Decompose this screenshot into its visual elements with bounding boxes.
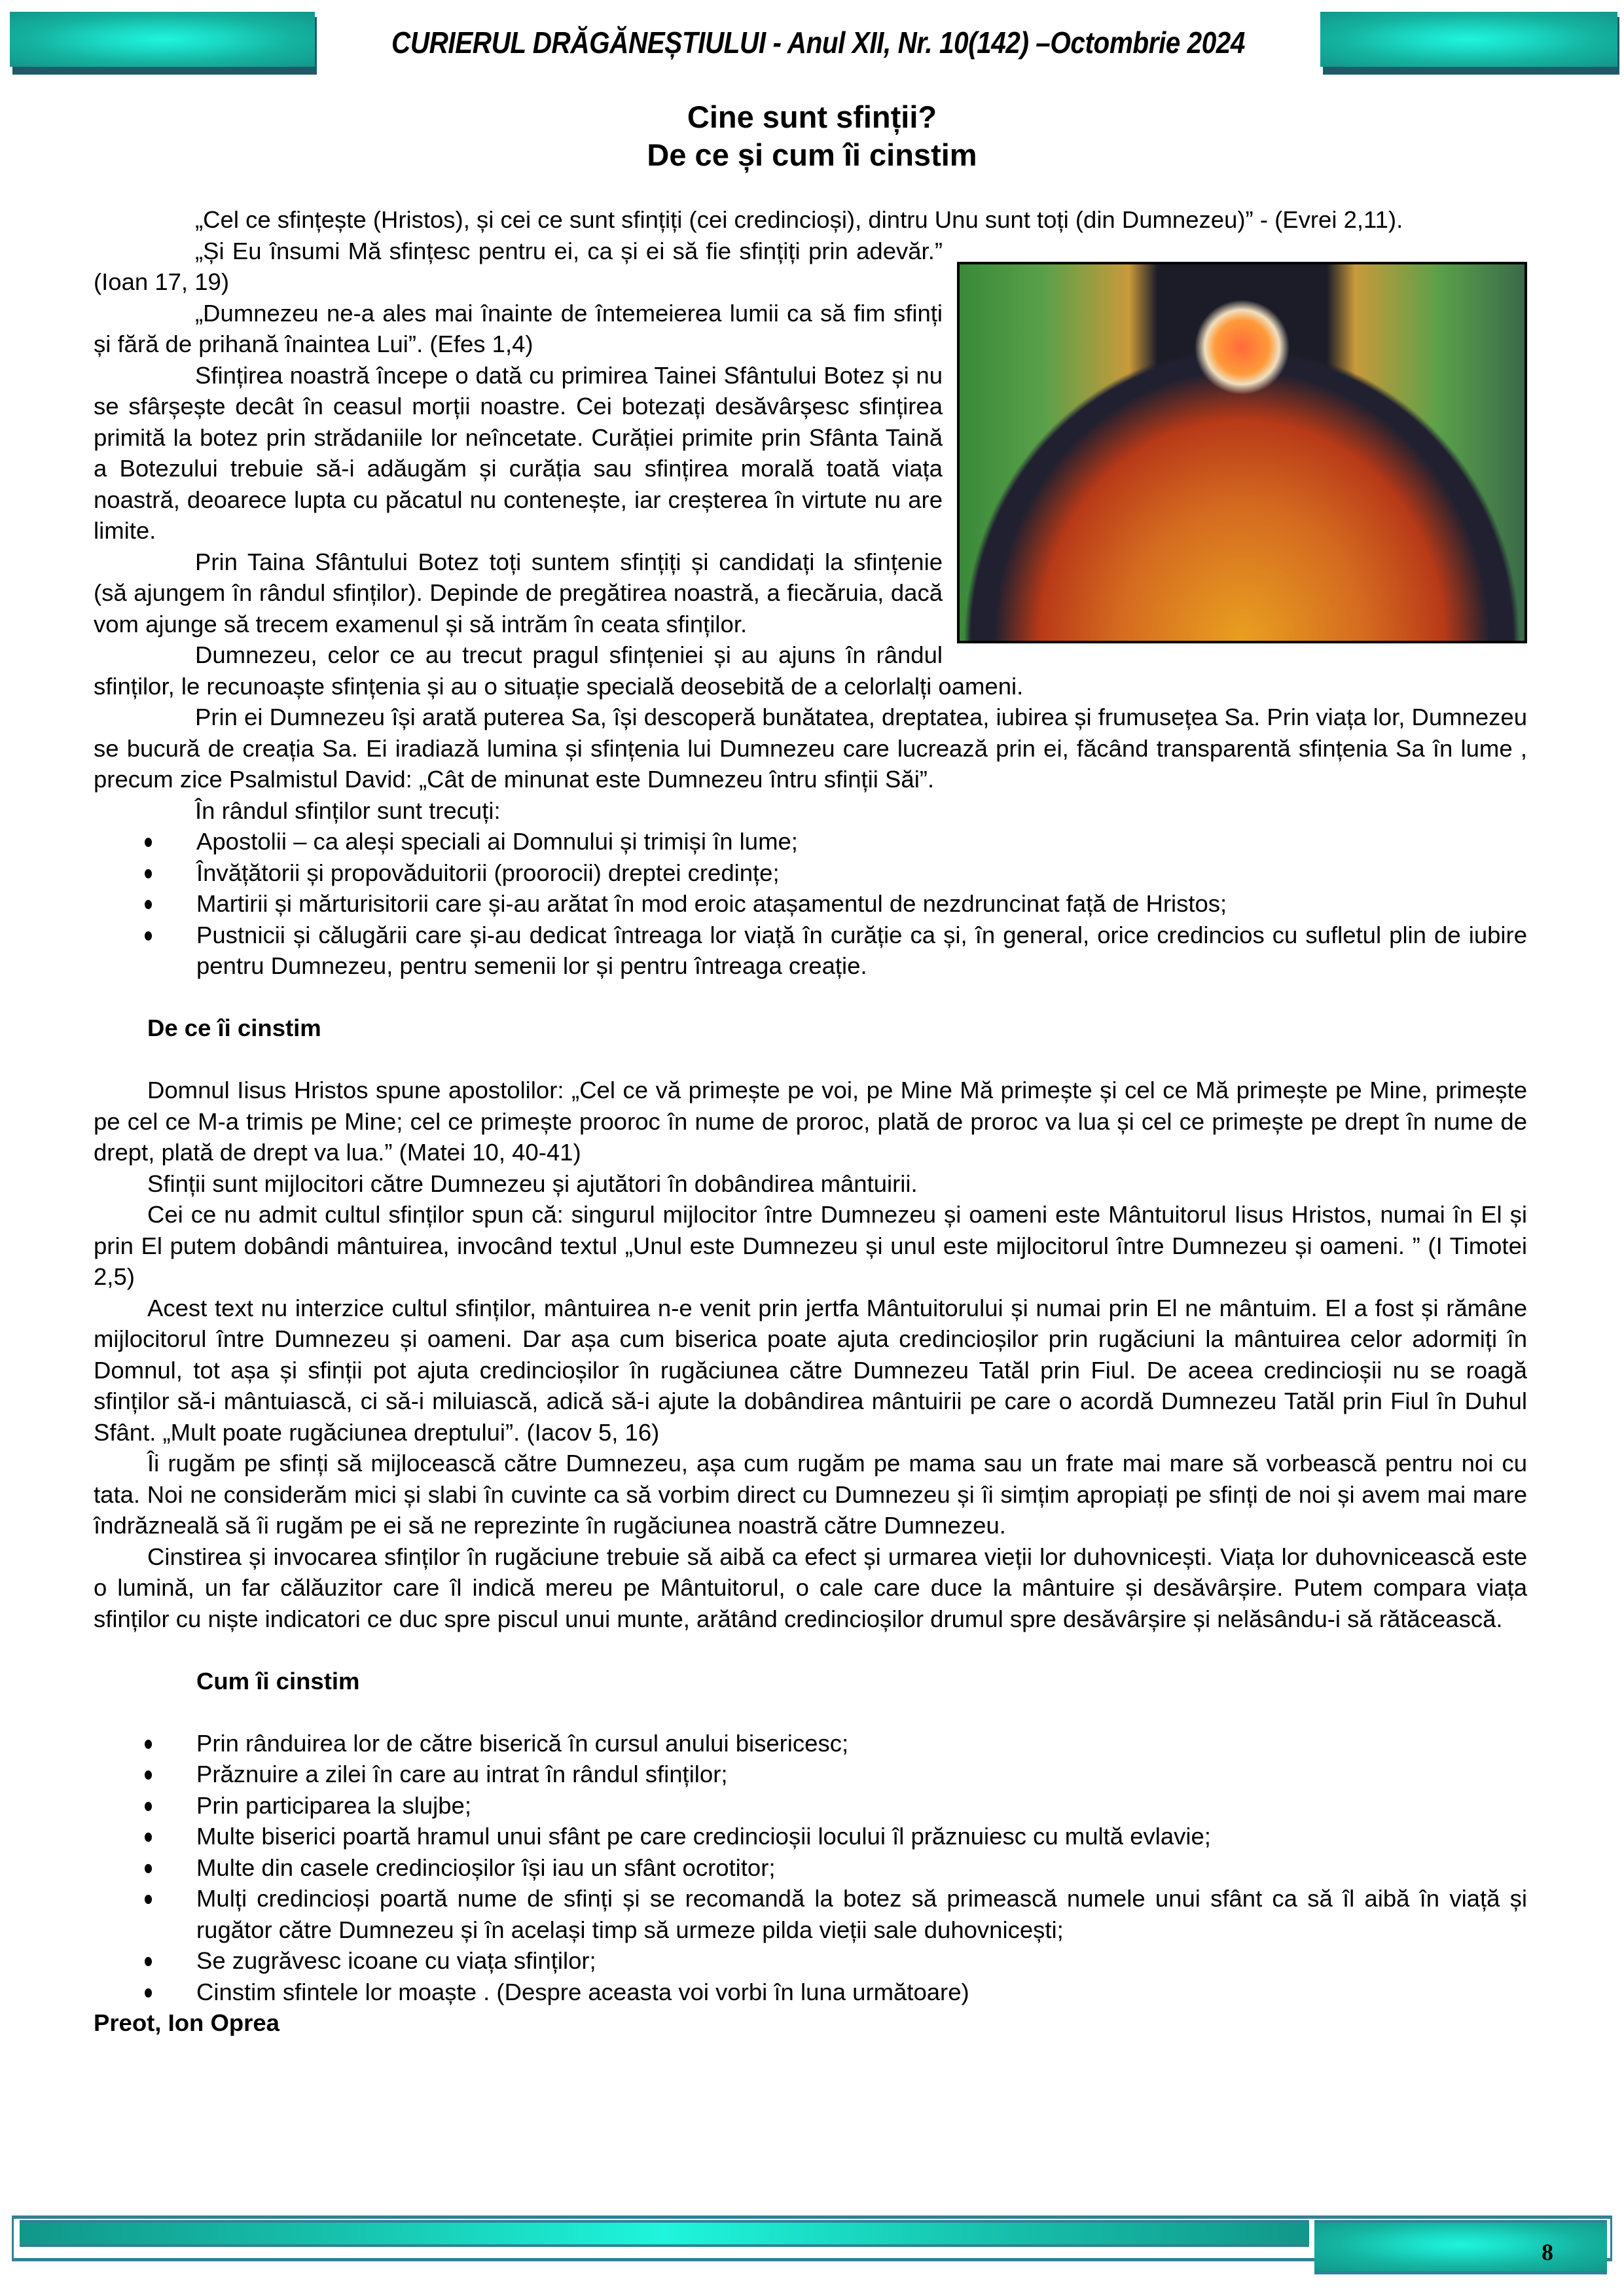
list-item: Prăznuire a zilei în care au intrat în rândul sfinților; — [94, 1759, 1527, 1790]
paragraph-dumnezeu-recunoaste: Dumnezeu, celor ce au trecut pragul sfințeniei și au ajuns în rândul sfinților, le recunoaște sfințenia și au o situație specială deosebită de a celorlalți oameni. — [94, 641, 1024, 700]
list-item: Multe biserici poartă hramul unui sfânt pe care credincioșii locului îl prăznuiesc cu multă evlavie; — [94, 1821, 1527, 1852]
paragraph-matei: Domnul Iisus Hristos spune apostolilor: „Cel ce vă primește pe voi, pe Mine Mă primește și cel ce Mă primește pe Mine, primește pe cel ce M-a trimis pe Mine; cel ce primește prooroc în nume de proroc, plată de proroc va lua și cel ce primește pe drept în nume de drept, plată de drept va lua.” (Matei 10, 40-41) — [94, 1077, 1527, 1166]
page-number: 8 — [1542, 2239, 1553, 2265]
author-signature: Preot, Ion Oprea — [94, 2009, 280, 2036]
paragraph-prin-ei: Prin ei Dumnezeu își arată puterea Sa, își descoperă bunătatea, dreptatea, iubirea și frumusețea Sa. Prin viața lor, Dumnezeu se bucură de creația Sa. Ei iradiază lumina și sfințenia lui Dumnezeu care lucrează prin ei, făcând transparentă sfințenia Sa în lume , precum zice Psalmistul David: „Cât de minunat este Dumnezeu întru sfinții Săi”. — [94, 704, 1527, 793]
list-item: Se zugrăvesc icoane cu viața sfinților; — [94, 1945, 1527, 1977]
list-item: Mulți credincioși poartă nume de sfinți și se recomandă la botez să primească numele unui sfânt ca să îl aibă în viață și rugător către Dumnezeu și în același timp să urmeze pilda vieții sale duhovnicești; — [94, 1883, 1527, 1945]
saints-categories-list — [94, 826, 1527, 982]
paragraph-ii-rugam: Îi rugăm pe sfinți să mijlocească către Dumnezeu, așa cum rugăm pe mama sau un frate mai mare să vorbească pentru noi cu tata. Noi ne considerăm mici și slabi în cuvinte ca să vorbim direct cu Dumnezeu și îi simțim apropiați pe sfinți de noi și avem mai mare îndrăzneală să îi rugăm pe ei să ne reprezinte în rugăciunea noastră către Dumnezeu. — [94, 1450, 1527, 1539]
list-item: Învățătorii și propovăduitorii (proorocii) dreptei credințe; — [94, 857, 1527, 889]
bullet-icon — [145, 900, 152, 909]
bullet-icon — [145, 931, 152, 941]
section-heading-how: Cum îi cinstim — [196, 1667, 360, 1695]
article-body — [94, 204, 1527, 2039]
paragraph-taina-botez: Prin Taina Sfântului Botez toți suntem sfințiți și candidați la sfințenie (să ajungem în rândul sfinților). Depinde de pregătirea noastră, a fiecăruia, dacă vom ajunge să trecem examenul și să intrăm în ceata sfinților. — [94, 548, 943, 637]
paragraph-mijlocitori: Sfinții sunt mijlocitori către Dumnezeu și ajutători în dobândirea mântuirii. — [147, 1170, 918, 1197]
paragraph-cinstirea: Cinstirea și invocarea sfinților în rugăciune trebuie să aibă ca efect și urmarea vieții lor duhovnicești. Viața lor duhovnicească este o lumină, un far călăuzitor care îl indică mereu pe Mântuitorul, o cale care duce la mântuire și desăvârșire. Putem compara viața sfinților cu niște indicatori ce duc spre piscul unui munte, arătând credincioșilor drumul spre desăvârșire și nelăsându-i să rătăcească. — [94, 1543, 1527, 1632]
paragraph-sfintirea: Sfințirea noastră începe o dată cu primirea Tainei Sfântului Botez și nu se sfârșește decât în ceasul morții noastre. Cei botezați desăvârșesc sfințirea primită la botez prin strădaniile lor neîncetate. Curăției primite prin Sfânta Taină a Botezului trebuie să-i adăugăm și curăția sau sfințirea morală toată viața noastră, deoarece lupta cu păcatul nu contenește, iar creșterea în virtute nu are limite. — [94, 361, 943, 544]
bullet-icon — [145, 1802, 152, 1811]
list-item: Cinstim sfintele lor moaște . (Despre aceasta voi vorbi în luna următoare) — [94, 1977, 1527, 2008]
article-title-line-2: De ce și cum îi cinstim — [647, 137, 977, 172]
paragraph-acest-text: Acest text nu interzice cultul sfinților, mântuirea n-e venit prin jertfa Mântuitorului și numai prin El ne mântuim. El a fost și rămâne mijlocitorul între Dumnezeu și oameni. Dar așa cum biserica poate ajuta credincioșilor prin rugăciuni la mântuirea celor adormiți în Domnul, tot așa și sfinții pot ajuta credincioșilor în rugăciunea către Dumnezeu Tatăl prin Fiul. De aceea credincioșii nu se roagă sfinților să-i mântuiască, ci să-i miluiască, adică să-i ajute la dobândirea mântuirii pe care o acordă Dumnezeu Tatăl prin Fiul în Duhul Sfânt. „Mult poate rugăciunea dreptului”. (Iacov 5, 16) — [94, 1294, 1527, 1446]
bullet-icon — [145, 1833, 152, 1842]
article-title — [0, 98, 1624, 174]
bullet-icon — [145, 1770, 152, 1780]
section-heading-why: De ce îi cinstim — [147, 1014, 321, 1041]
list-item: Pustnicii și călugării care și-au dedicat întreaga lor viață în curăție ca și, în general, orice credincios cu sufletul plin de iubire pentru Dumnezeu, pentru semenii lor și pentru întreaga creație. — [94, 920, 1527, 982]
bullet-icon — [145, 1740, 152, 1749]
list-item: Martirii și mărturisitorii care și-au arătat în mod eroic atașamentul de nezdruncinat față de Hristos; — [94, 888, 1527, 920]
footer-bar — [20, 2220, 1309, 2247]
list-item: Prin rânduirea lor de către biserică în cursul anului bisericesc; — [94, 1728, 1527, 1759]
quote-efes: „Dumnezeu ne-a ales mai înainte de întemeierea lumii ca să fim sfinți și fără de prihană înaintea Lui”. (Efes 1,4) — [94, 299, 943, 357]
list-item: Multe din casele credincioșilor își iau un sfânt ocrotitor; — [94, 1852, 1527, 1884]
paragraph-cultul: Cei ce nu admit cultul sfinților spun că: singurul mijlocitor între Dumnezeu și oameni este Mântuitorul Iisus Hristos, numai în El și prin El putem dobândi mântuirea, invocând textul „Unul este Dumnezeu și unul este mijlocitorul între Dumnezeu și oameni. ” (I Timotei 2,5) — [94, 1201, 1527, 1290]
how-we-honor-list — [94, 1728, 1527, 2008]
quote-ioan: „Și Eu însumi Mă sfințesc pentru ei, ca și ei să fie sfințiți prin adevăr.” (Ioan 17, 19) — [94, 237, 943, 295]
header-left-box — [10, 12, 315, 67]
list-item: Prin participarea la slujbe; — [94, 1790, 1527, 1821]
article-title-line-1: Cine sunt sfinții? — [687, 99, 937, 134]
bullet-icon — [145, 1988, 152, 1998]
bullet-icon — [145, 869, 152, 878]
bullet-icon — [145, 838, 152, 847]
list-item: Apostolii – ca aleși speciali ai Domnului și trimiși în lume; — [94, 826, 1527, 857]
newspaper-header-title: CURIERUL DRĂGĂNEȘTIULUI - Anul XII, Nr. 10(142) –Octombrie 2024 — [391, 26, 1245, 60]
header-right-box — [1320, 12, 1617, 67]
quote-evrei: „Cel ce sfințește (Hristos), și cei ce sunt sfințiți (cei credincioși), dintru Unu sunt toți (din Dumnezeu)” - (Evrei 2,11). — [195, 206, 1403, 233]
saints-fresco-image — [957, 262, 1527, 643]
bullet-icon — [145, 1957, 152, 1966]
bullet-icon — [145, 1864, 152, 1873]
paragraph-in-randul-sfintilor: În rândul sfinților sunt trecuți: — [195, 797, 501, 824]
bullet-icon — [145, 1895, 152, 1904]
footer-page-box — [1314, 2220, 1607, 2274]
